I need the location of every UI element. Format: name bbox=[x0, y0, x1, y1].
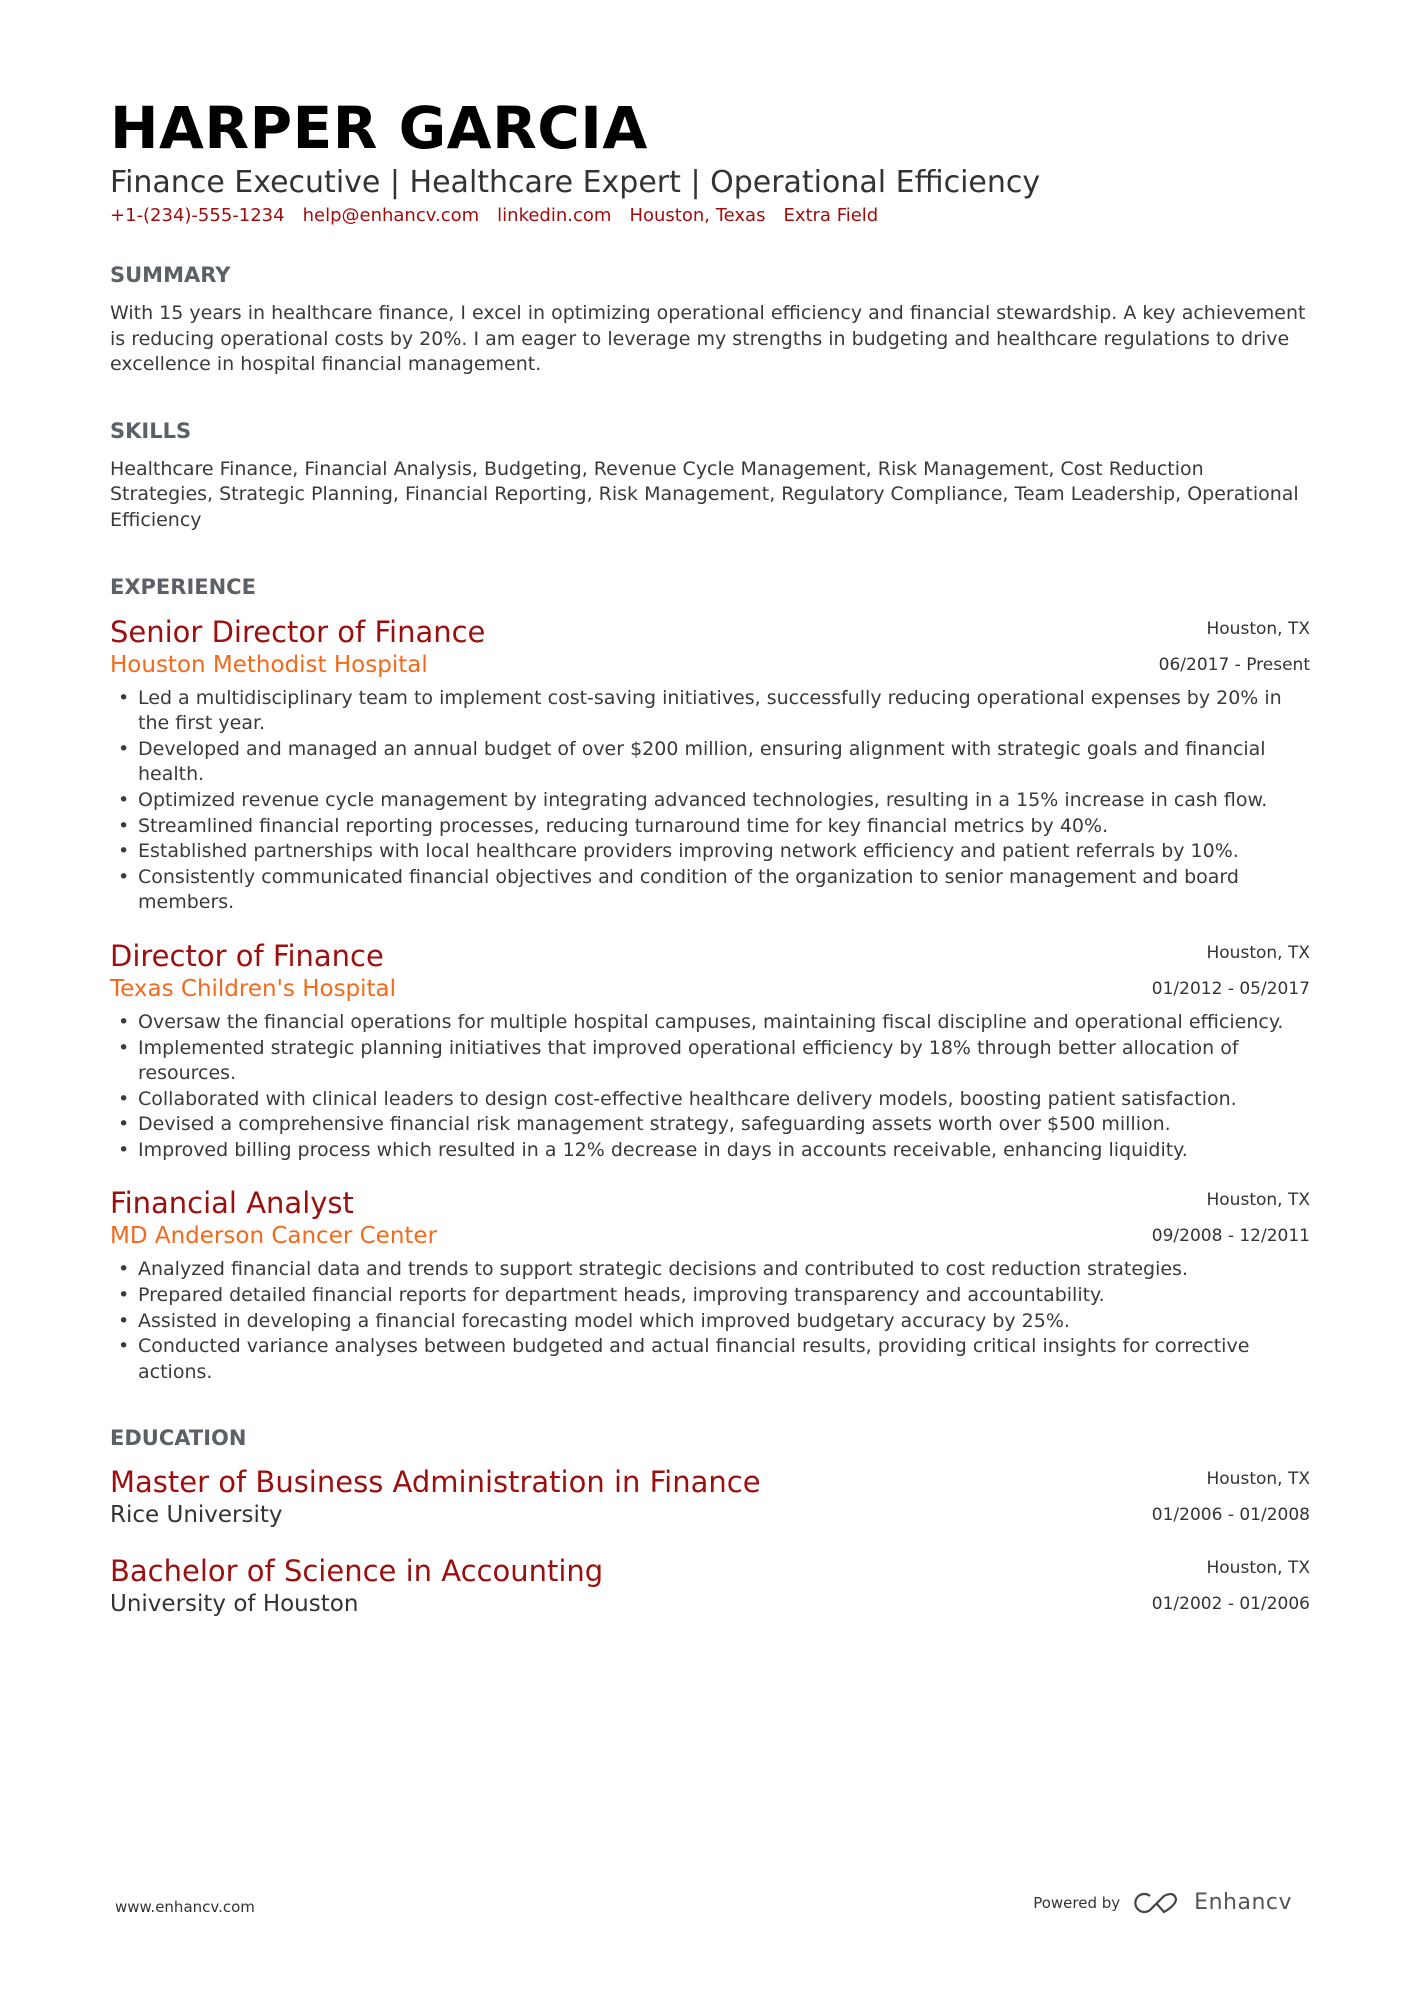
job-dates: 09/2008 - 12/2011 bbox=[1151, 1226, 1310, 1247]
education-heading: EDUCATION bbox=[110, 1426, 247, 1451]
contact-location: Houston, Texas bbox=[629, 205, 766, 226]
bullet-item: • Established partnerships with local healthcare providers improving network efficiency and patient referrals by 10%. bbox=[110, 839, 1310, 865]
skills-heading: SKILLS bbox=[110, 418, 192, 443]
education-location: Houston, TX bbox=[1206, 1558, 1310, 1579]
company-name: MD Anderson Cancer Center bbox=[110, 1223, 438, 1250]
bullet-item: • Prepared detailed financial reports for department heads, improving transparency and accountability. bbox=[110, 1283, 1310, 1309]
enhancv-brand: Enhancv bbox=[1194, 1890, 1292, 1915]
school-name: Rice University bbox=[110, 1502, 283, 1529]
summary-heading: SUMMARY bbox=[110, 263, 231, 287]
bullet-item: • Improved billing process which resulted in a 12% decrease in days in accounts receivable, enhancing liquidity. bbox=[110, 1138, 1310, 1164]
education-dates: 01/2002 - 01/2006 bbox=[1151, 1594, 1310, 1615]
education-entry bbox=[110, 1553, 1310, 1619]
education-location: Houston, TX bbox=[1206, 1469, 1310, 1490]
bullet-item: • Consistently communicated financial objectives and condition of the organization to senior management and board members. bbox=[110, 865, 1310, 916]
bullet-item: • Devised a comprehensive financial risk management strategy, safeguarding assets worth over $500 million. bbox=[110, 1112, 1310, 1138]
candidate-name: HARPER GARCIA bbox=[110, 94, 648, 162]
education-entry bbox=[110, 1464, 1310, 1530]
footer-website[interactable]: www.enhancv.com bbox=[115, 1898, 255, 1916]
job-title: Financial Analyst bbox=[110, 1186, 354, 1221]
job-location: Houston, TX bbox=[1206, 618, 1310, 639]
skills-text: Healthcare Finance, Financial Analysis, Budgeting, Revenue Cycle Management, Risk Management, Cost Reduction Strategies, Strategic Planning, Financial Reporting, Risk Management, Regulatory Compliance, Team Leadership, Operational Efficiency bbox=[110, 457, 1299, 531]
powered-by-label: Powered by bbox=[1033, 1893, 1121, 1912]
bullet-item: • Implemented strategic planning initiatives that improved operational efficiency by 18% through better allocation of resources. bbox=[110, 1036, 1310, 1087]
education-list bbox=[110, 1464, 1310, 1619]
bullet-item: • Streamlined financial reporting processes, reducing turnaround time for key financial metrics by 40%. bbox=[110, 814, 1310, 840]
degree-title: Master of Business Administration in Finance bbox=[110, 1465, 761, 1500]
education-dates: 01/2006 - 01/2008 bbox=[1151, 1505, 1310, 1526]
job-bullets bbox=[110, 1010, 1310, 1164]
bullet-item: • Developed and managed an annual budget of over $200 million, ensuring alignment with strategic goals and financial health. bbox=[110, 737, 1310, 788]
job-title: Senior Director of Finance bbox=[110, 614, 486, 649]
experience-heading: EXPERIENCE bbox=[110, 574, 256, 599]
contact-phone[interactable]: +1-(234)-555-1234 bbox=[110, 205, 285, 226]
job-bullets bbox=[110, 686, 1310, 916]
job-dates: 01/2012 - 05/2017 bbox=[1151, 978, 1310, 999]
headline: Finance Executive | Healthcare Expert | Operational Efficiency bbox=[110, 165, 1041, 200]
contact-linkedin[interactable]: linkedin.com bbox=[497, 205, 612, 226]
company-name: Houston Methodist Hospital bbox=[110, 651, 428, 678]
job-bullets bbox=[110, 1257, 1310, 1385]
bullet-item: • Optimized revenue cycle management by integrating advanced technologies, resulting in a 15% increase in cash flow. bbox=[110, 788, 1310, 814]
resume bbox=[110, 93, 1310, 1619]
bullet-item: • Conducted variance analyses between budgeted and actual financial results, providing critical insights for corrective actions. bbox=[110, 1334, 1310, 1385]
footer-branding bbox=[1033, 1890, 1292, 1915]
job-entry bbox=[110, 938, 1310, 1164]
job-location: Houston, TX bbox=[1206, 1190, 1310, 1211]
summary-text: With 15 years in healthcare finance, I excel in optimizing operational efficiency and financial stewardship. A key achievement is reducing operational costs by 20%. I am eager to leverage my strengths in budgeting and healthcare regulations to drive excellence in hospital financial management. bbox=[110, 302, 1306, 376]
job-entry bbox=[110, 614, 1310, 916]
bullet-item: • Collaborated with clinical leaders to design cost-effective healthcare delivery models, boosting patient satisfaction. bbox=[110, 1087, 1310, 1113]
contact-email[interactable]: help@enhancv.com bbox=[302, 205, 480, 226]
job-entry bbox=[110, 1185, 1310, 1385]
bullet-item: • Analyzed financial data and trends to support strategic decisions and contributed to cost reduction strategies. bbox=[110, 1257, 1310, 1283]
school-name: University of Houston bbox=[110, 1591, 359, 1618]
bullet-item: • Oversaw the financial operations for multiple hospital campuses, maintaining fiscal discipline and operational efficiency. bbox=[110, 1010, 1310, 1036]
contact-extra: Extra Field bbox=[783, 205, 879, 226]
contact-row bbox=[110, 203, 1310, 229]
company-name: Texas Children's Hospital bbox=[110, 975, 397, 1002]
job-title: Director of Finance bbox=[110, 938, 384, 973]
bullet-item: • Assisted in developing a financial forecasting model which improved budgetary accuracy by 25%. bbox=[110, 1309, 1310, 1335]
job-dates: 06/2017 - Present bbox=[1158, 654, 1310, 675]
degree-title: Bachelor of Science in Accounting bbox=[110, 1554, 604, 1589]
experience-list bbox=[110, 614, 1310, 1386]
job-location: Houston, TX bbox=[1206, 942, 1310, 963]
bullet-item: • Led a multidisciplinary team to implement cost-saving initiatives, successfully reducing operational expenses by 20% in the first year. bbox=[110, 686, 1310, 737]
enhancv-logo-icon bbox=[1134, 1891, 1180, 1915]
